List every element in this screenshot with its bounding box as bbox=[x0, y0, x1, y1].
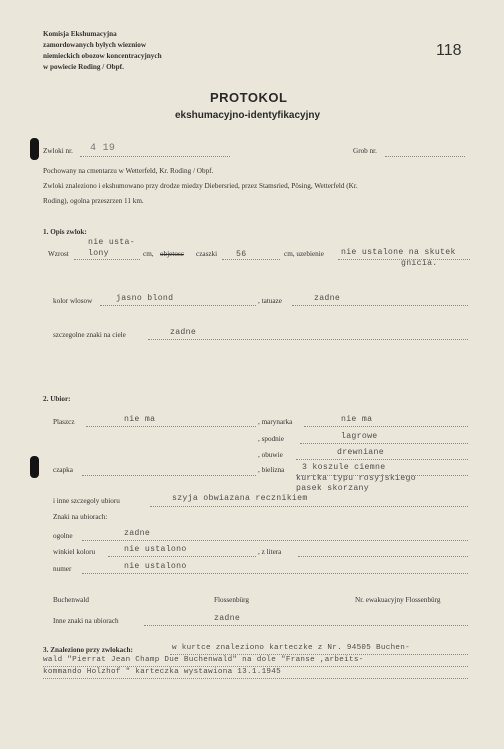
section3-heading: 3. Znaleziono przy zwlokach: bbox=[43, 646, 133, 654]
uzebienie-value-2: gnicia. bbox=[401, 259, 438, 268]
spodnie-line bbox=[300, 443, 468, 444]
document-subtitle: ekshumacyjno-identyfikacyjny bbox=[175, 110, 321, 121]
znaki-ubior-label: Znaki na ubiorach: bbox=[53, 513, 108, 521]
section3-line-3: kommando Holzhof " karteczka wystawiona 13.1.1945 bbox=[43, 668, 281, 676]
bielizna-value-3: pasek skorzany bbox=[296, 484, 369, 493]
inne-line bbox=[150, 506, 468, 507]
inne-label: i inne szczegoly ubioru bbox=[53, 497, 120, 505]
grob-label: Grob nr. bbox=[353, 147, 377, 155]
numer-value: nie ustalono bbox=[124, 562, 187, 571]
section3-line-a bbox=[170, 654, 468, 655]
plaszcz-value: nie ma bbox=[124, 415, 156, 424]
bielizna-value-2: kurtka typu rosyjskiego bbox=[296, 474, 416, 483]
intro-line-3: Roding), ogolna przeszrzen 11 km. bbox=[43, 197, 144, 205]
bielizna-line bbox=[296, 475, 468, 476]
bielizna-label: , bielizna bbox=[258, 466, 285, 474]
spodnie-label: , spodnie bbox=[258, 435, 284, 443]
section3-line-b bbox=[43, 666, 468, 667]
plaszcz-label: Plaszcz bbox=[53, 418, 75, 426]
obuwie-value: drewniane bbox=[337, 448, 384, 457]
wzrost-label: Wzrost bbox=[48, 250, 69, 258]
inne-znaki-line bbox=[144, 625, 468, 626]
inne-znaki-label: Inne znaki na ubiorach bbox=[53, 617, 119, 625]
grob-line bbox=[385, 156, 465, 157]
marynarka-label: , marynarka bbox=[258, 418, 293, 426]
czaszki-label: czaszki bbox=[196, 250, 218, 258]
intro-line-1: Pochowany na cmentarzu w Wetterfeld, Kr. Roding / Obpf. bbox=[43, 167, 214, 175]
org-line-2: zamordowanych byłych wiezniow bbox=[43, 41, 147, 49]
czapka-label: czapka bbox=[53, 466, 73, 474]
camp-buchenwald: Buchenwald bbox=[53, 596, 89, 604]
uzebienie-line bbox=[338, 259, 470, 260]
org-line-3: niemieckich obozow koncentracyjnych bbox=[43, 52, 162, 60]
numer-line bbox=[82, 573, 468, 574]
zwloki-value: 4 19 bbox=[90, 143, 116, 154]
section3-line-2: wald "Pierrat Jean Champ Due Buchenwald" na dole "Franse ,arbeits- bbox=[43, 656, 364, 664]
znaki-label: szczegolne znaki na ciele bbox=[53, 331, 126, 339]
tatuaze-value: zadne bbox=[314, 294, 341, 303]
kolor-line bbox=[100, 305, 256, 306]
bielizna-value: 3 koszule ciemne bbox=[302, 463, 386, 472]
litera-label: , z litera bbox=[258, 548, 282, 556]
inne-value: szyja obwiazana recznikiem bbox=[172, 494, 308, 503]
czaszki-value: 56 bbox=[236, 250, 247, 259]
section2-heading: 2. Ubior: bbox=[43, 395, 71, 403]
kolor-label: kolor wlosow bbox=[53, 297, 93, 305]
znaki-value: zadne bbox=[170, 328, 197, 337]
punch-hole-top bbox=[30, 138, 39, 160]
winkiel-line bbox=[108, 556, 256, 557]
spodnie-value: lagrowe bbox=[341, 432, 378, 441]
section3-line-c bbox=[43, 678, 468, 679]
obuwie-label: , obuwie bbox=[258, 451, 283, 459]
tatuaze-line bbox=[292, 305, 468, 306]
punch-hole-bottom bbox=[30, 456, 39, 478]
tatuaze-label: , tatuaze bbox=[258, 297, 282, 305]
cm-label: cm, bbox=[143, 250, 154, 258]
uzebienie-value: nie ustalone na skutek bbox=[341, 248, 456, 257]
numer-label: numer bbox=[53, 565, 72, 573]
czapka-line bbox=[82, 475, 256, 476]
intro-line-2: Zwloki znaleziono i ekshumowano przy drodze miedzy Diebersried, przez Stamsried, Pösing, Wetterfeld (Kr. bbox=[43, 182, 358, 190]
zwloki-line bbox=[80, 156, 230, 157]
winkiel-value: nie ustalono bbox=[124, 545, 187, 554]
org-line-4: w powiecie Roding / Obpf. bbox=[43, 63, 124, 71]
section3-line-1: w kurtce znaleziono karteczke z Nr. 94505 Buchen- bbox=[172, 644, 410, 652]
camp-evac-number: Nr. ewakuacyjny Flossenbürg bbox=[355, 596, 441, 604]
czaszki-line bbox=[222, 259, 280, 260]
inne-znaki-value: zadne bbox=[214, 614, 241, 623]
wzrost-line bbox=[74, 259, 140, 260]
kolor-value: jasno blond bbox=[116, 294, 174, 303]
objetosc-label: objetosc bbox=[160, 250, 184, 258]
znaki-line bbox=[148, 339, 468, 340]
litera-line bbox=[298, 556, 468, 557]
plaszcz-line bbox=[86, 426, 256, 427]
marynarka-line bbox=[304, 426, 468, 427]
camp-flossenburg: Flossenbürg bbox=[214, 596, 250, 604]
zwloki-label: Zwloki nr. bbox=[43, 147, 73, 155]
cm2-label: cm, uzebienie bbox=[284, 250, 324, 258]
org-line-1: Komisja Ekshumacyjna bbox=[43, 30, 117, 38]
wzrost-value-bottom: lony bbox=[88, 249, 109, 258]
page-number: 118 bbox=[436, 42, 462, 59]
section1-heading: 1. Opis zwlok: bbox=[43, 228, 87, 236]
wzrost-value-top: nie usta- bbox=[88, 238, 135, 247]
ogolne-value: zadne bbox=[124, 529, 151, 538]
ogolne-line bbox=[82, 540, 468, 541]
ogolne-label: ogolne bbox=[53, 532, 73, 540]
marynarka-value: nie ma bbox=[341, 415, 373, 424]
obuwie-line bbox=[296, 459, 468, 460]
winkiel-label: winkiel koloru bbox=[53, 548, 96, 556]
document-title: PROTOKOL bbox=[210, 90, 288, 105]
